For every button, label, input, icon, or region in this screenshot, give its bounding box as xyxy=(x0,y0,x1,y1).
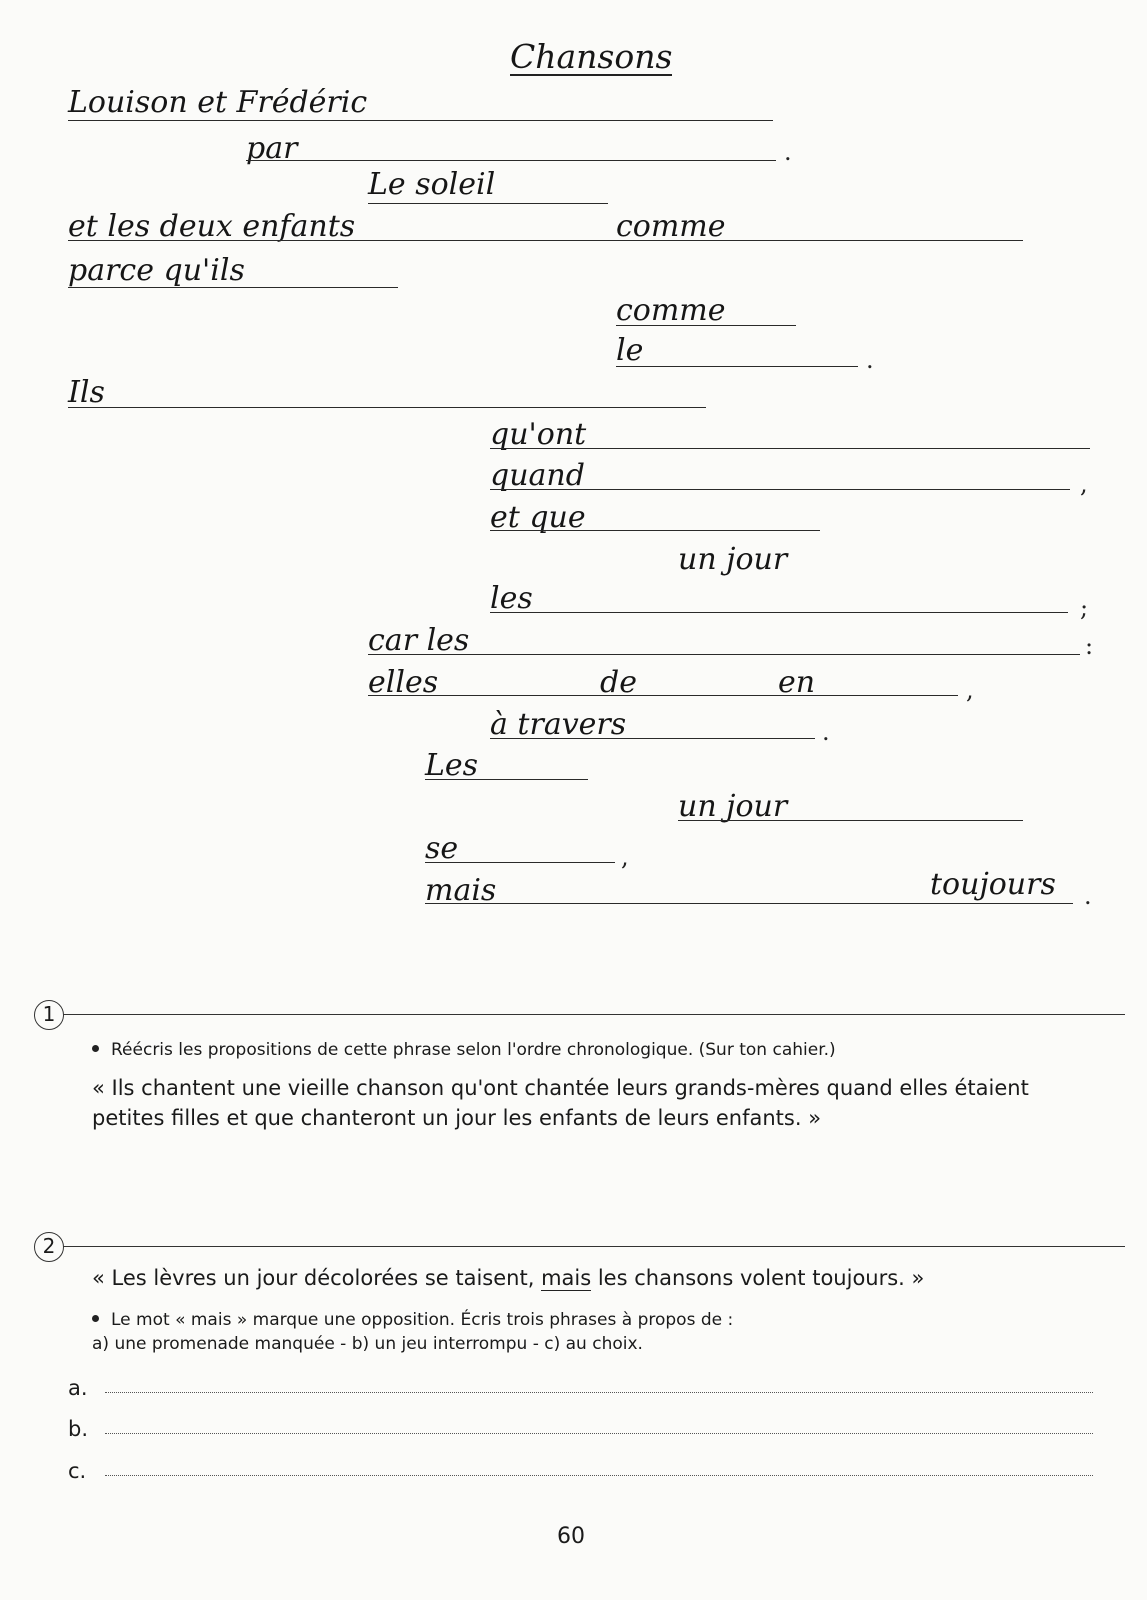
fill-line[interactable] xyxy=(425,779,588,780)
poem-word: quand xyxy=(490,458,585,493)
poem-word: parce qu'ils xyxy=(68,253,245,288)
poem-word: par xyxy=(246,131,298,166)
punctuation: . xyxy=(822,718,830,746)
poem-word: à travers xyxy=(490,707,627,742)
quote-text: les chansons volent toujours. » xyxy=(591,1266,925,1290)
fill-line[interactable] xyxy=(490,530,820,531)
poem-word: toujours xyxy=(930,867,1056,902)
fill-line[interactable] xyxy=(490,612,1068,613)
poem-word: Louison et Frédéric xyxy=(68,85,368,120)
exercise-quote: « Ils chantent une vieille chanson qu'ont chantée leurs grands-mères quand elles étaient xyxy=(92,1076,1029,1100)
exercise-rule xyxy=(50,1246,1125,1247)
poem-word: car les xyxy=(368,623,470,658)
punctuation: , xyxy=(966,676,974,704)
exercise-number-badge: 1 xyxy=(34,1000,64,1030)
poem-word: elles xyxy=(368,665,439,700)
answer-line-b[interactable] xyxy=(105,1433,1093,1434)
answer-label-c: c. xyxy=(68,1459,87,1483)
answer-label-a: a. xyxy=(68,1376,88,1400)
poem-word: un jour xyxy=(678,789,788,824)
answer-label-b: b. xyxy=(68,1417,89,1441)
fill-line[interactable] xyxy=(616,366,858,367)
fill-line[interactable] xyxy=(425,903,1073,904)
poem-word: le xyxy=(616,333,644,368)
poem-word: qu'ont xyxy=(490,417,587,452)
fill-line[interactable] xyxy=(490,489,1070,490)
punctuation: : xyxy=(1085,632,1094,660)
fill-line[interactable] xyxy=(246,160,776,161)
poem-word: les xyxy=(490,581,533,616)
poem-word: Le soleil xyxy=(368,167,496,202)
bullet-icon xyxy=(92,1315,99,1322)
poem-word: comme xyxy=(616,293,726,328)
exercise-number-badge: 2 xyxy=(34,1232,64,1262)
page-title: Chansons xyxy=(510,37,673,76)
poem-word: et que xyxy=(490,500,586,535)
punctuation: ; xyxy=(1080,594,1089,622)
answer-line-a[interactable] xyxy=(105,1392,1093,1393)
poem-word: se xyxy=(425,831,459,866)
fill-line[interactable] xyxy=(68,240,1023,241)
exercise-instruction xyxy=(92,1040,836,1060)
fill-line[interactable] xyxy=(68,407,706,408)
punctuation: , xyxy=(1080,470,1088,498)
fill-line[interactable] xyxy=(368,654,1080,655)
poem-word: en xyxy=(778,665,816,700)
punctuation: . xyxy=(1084,882,1092,910)
quote-text: « Les lèvres un jour décolorées se taisent, xyxy=(92,1266,542,1290)
poem-word: Ils xyxy=(68,375,105,410)
fill-line[interactable] xyxy=(678,820,1023,821)
fill-line[interactable] xyxy=(68,120,773,121)
bullet-icon xyxy=(92,1045,99,1052)
exercise-instruction: a) une promenade manquée - b) un jeu interrompu - c) au choix. xyxy=(92,1334,643,1354)
exercise-rule xyxy=(50,1014,1125,1015)
poem-word: et les deux enfants xyxy=(68,209,356,244)
fill-line[interactable] xyxy=(616,325,796,326)
fill-line[interactable] xyxy=(490,738,815,739)
instruction-text: Réécris les propositions de cette phrase selon l'ordre chronologique. (Sur ton cahier.) xyxy=(111,1040,836,1060)
exercise-instruction xyxy=(92,1310,733,1330)
exercise-quote xyxy=(92,1266,924,1290)
fill-line[interactable] xyxy=(490,448,1090,449)
answer-line-c[interactable] xyxy=(105,1475,1093,1476)
exercise-quote: petites filles et que chanteront un jour les enfants de leurs enfants. » xyxy=(92,1106,822,1130)
poem-word: Les xyxy=(425,748,479,783)
instruction-text: Le mot « mais » marque une opposition. Écris trois phrases à propos de : xyxy=(111,1310,734,1330)
fill-line[interactable] xyxy=(368,203,608,204)
underlined-word: mais xyxy=(541,1266,592,1290)
punctuation: , xyxy=(621,843,629,871)
poem-word: un jour xyxy=(678,542,788,577)
poem-word: mais xyxy=(425,873,497,908)
page-number: 60 xyxy=(557,1524,585,1549)
poem-word: comme xyxy=(616,209,726,244)
punctuation: . xyxy=(784,138,792,166)
fill-line[interactable] xyxy=(68,287,398,288)
fill-line[interactable] xyxy=(368,695,958,696)
poem-word: de xyxy=(600,665,637,700)
fill-line[interactable] xyxy=(425,862,615,863)
punctuation: . xyxy=(866,346,874,374)
